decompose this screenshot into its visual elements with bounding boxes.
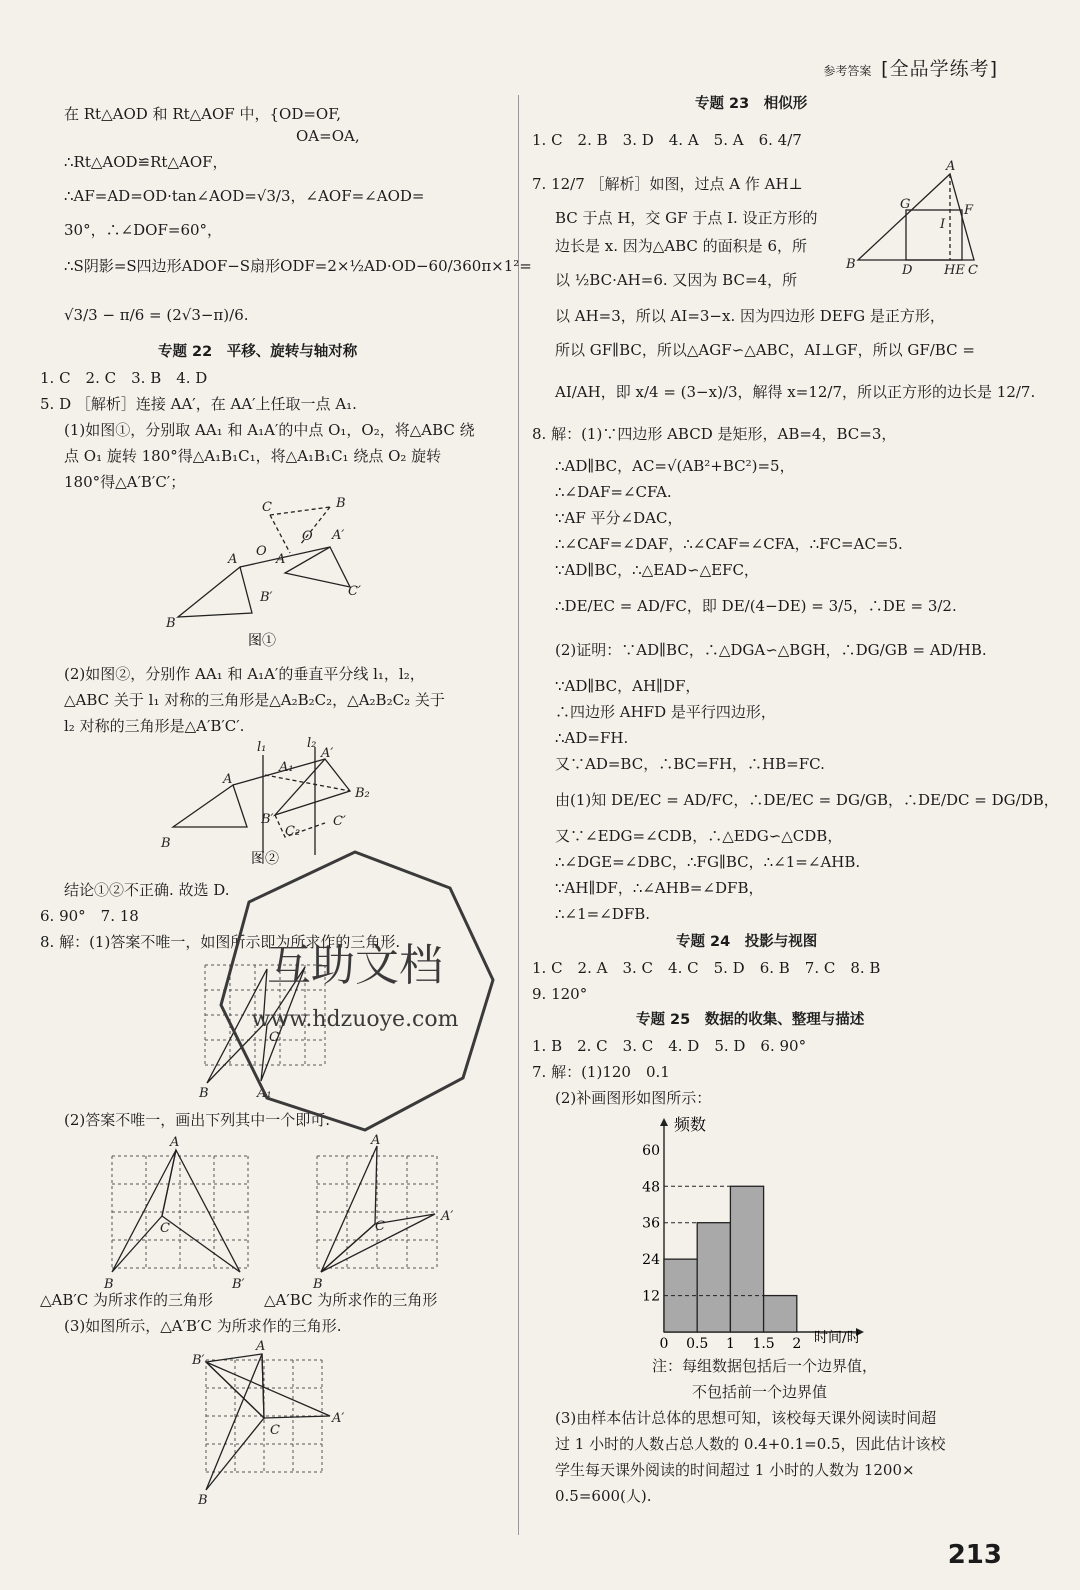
left-line: 30°，∴∠DOF=60°，: [64, 221, 223, 239]
answer-line: ∴AD=FH.: [555, 729, 629, 747]
page-header: [823, 54, 998, 81]
answer-line: 又∵AD=BC，∴BC=FH，∴HB=FC.: [555, 755, 825, 773]
answer-line: 过 1 小时的人数占总人数的 0.4+0.1=0.5，因此估计该校: [555, 1435, 946, 1453]
answer-line: (2)答案不唯一，画出下列其中一个即可.: [64, 1111, 331, 1129]
answer-line: 7. 解：(1)120 0.1: [532, 1063, 670, 1081]
left-line: ∴Rt△AOD≌Rt△AOF，: [64, 153, 228, 171]
svg-text:O: O: [302, 529, 313, 544]
svg-text:B: B: [336, 496, 346, 511]
chart-note: 不包括前一个边界值: [692, 1383, 828, 1401]
answer-line: 以 ½BC·AH=6. 又因为 BC=4，所: [555, 271, 798, 289]
left-line: 在 Rt△AOD 和 Rt△AOF 中，{OD=OF,: [64, 105, 342, 123]
figure-grid-3: [305, 1132, 475, 1292]
svg-text:C: C: [270, 1423, 280, 1438]
svg-text:A: A: [228, 552, 238, 567]
answer-line: (2)如图②，分别作 AA₁ 和 A₁A′的垂直平分线 l₁，l₂，: [64, 665, 425, 683]
svg-text:C: C: [375, 1219, 385, 1234]
answer-line: ∵AH∥DF，∴∠AHB=∠DFB，: [555, 879, 764, 897]
svg-text:A: A: [946, 159, 956, 174]
x-tick-label: 0: [659, 1336, 669, 1350]
svg-text:B′: B′: [192, 1353, 205, 1368]
svg-text:F: F: [964, 203, 974, 218]
answer-line: 180°得△A′B′C′；: [64, 473, 186, 491]
figure-grid-4: [190, 1340, 360, 1510]
answer-line: 由(1)知 DE/EC = AD/FC，∴DE/EC = DG/GB，∴DE/DC = DG/DB，: [555, 791, 1059, 809]
column-divider: [518, 95, 519, 1535]
y-tick-label: 48: [642, 1179, 660, 1196]
svg-text:B: B: [199, 1086, 209, 1101]
left-line: ∴AF=AD=OD·tan∠AOD=√3/3，∠AOF=∠AOD=: [64, 187, 425, 205]
answer-line: 6. 90° 7. 18: [40, 907, 139, 925]
histogram-bar: [730, 1186, 763, 1332]
answer-line: 9. 120°: [532, 985, 588, 1003]
stamp-text: 互助文档: [267, 940, 443, 991]
section-title-23: 专题 23 相似形: [695, 96, 808, 112]
svg-text:D: D: [902, 263, 913, 278]
histogram-bar: [697, 1223, 730, 1332]
caption-left: △AB′C 为所求作的三角形: [40, 1291, 214, 1309]
answer-line: l₂ 对称的三角形是△A′B′C′.: [64, 717, 245, 735]
caption-right: △A′BC 为所求作的三角形: [264, 1291, 438, 1309]
answer-line: 8. 解：(1)∵四边形 ABCD 是矩形，AB=4，BC=3，: [532, 425, 897, 443]
svg-text:B: B: [104, 1277, 114, 1292]
svg-text:C: C: [968, 263, 978, 278]
answer-line: 1. C 2. C 3. B 4. D: [40, 369, 208, 387]
answer-line: 1. B 2. C 3. C 4. D 5. D 6. 90°: [532, 1037, 807, 1055]
answer-line: ∴∠CAF=∠DAF，∴∠CAF=∠CFA，∴FC=AC=5.: [555, 535, 903, 553]
svg-text:B′: B′: [261, 812, 274, 827]
svg-text:C: C: [160, 1221, 170, 1236]
answer-line: (3)如图所示，△A′B′C 为所求作的三角形.: [64, 1317, 342, 1335]
answer-line: (3)由样本估计总体的思想可知，该校每天课外阅读时间超: [555, 1409, 937, 1427]
y-tick-label: 60: [642, 1142, 660, 1159]
y-tick-label: 24: [642, 1252, 660, 1269]
section-title-22: 专题 22 平移、旋转与轴对称: [158, 344, 358, 360]
svg-text:B: B: [846, 257, 856, 272]
answer-line: 5. D ［解析］连接 AA′，在 AA′上任取一点 A₁.: [40, 395, 357, 413]
svg-text:I: I: [940, 217, 946, 232]
svg-text:A′: A′: [321, 746, 334, 761]
histogram-bar: [764, 1296, 797, 1332]
answer-line: ∴∠1=∠DFB.: [555, 905, 651, 923]
chart-note: 注：每组数据包括后一个边界值，: [652, 1357, 878, 1375]
answer-line: 结论①②不正确. 故选 D.: [64, 881, 230, 899]
answer-line: 以 AH=3，所以 AI=3−x. 因为四边形 DEFG 是正方形，: [555, 307, 945, 325]
svg-text:B′: B′: [260, 590, 273, 605]
svg-text:B₂: B₂: [355, 786, 370, 801]
answer-line: ∴四边形 AHFD 是平行四边形，: [555, 703, 776, 721]
figure-grid-2: [100, 1132, 260, 1292]
answer-line: 点 O₁ 旋转 180°得△A₁B₁C₁，将△A₁B₁C₁ 绕点 O₂ 旋转: [64, 447, 442, 465]
svg-text:B: B: [198, 1493, 208, 1508]
page-number: 213: [947, 1540, 1002, 1570]
answer-line: 所以 GF∥BC，所以△AGF∽△ABC，AI⊥GF，所以 GF/BC =: [555, 341, 975, 359]
stamp-url: www.hdzuoye.com: [251, 1007, 459, 1032]
svg-text:A′: A′: [332, 1411, 345, 1426]
x-tick-label: 1: [725, 1336, 735, 1350]
answer-line: ∵AF 平分∠DAC，: [555, 509, 683, 527]
answer-line: (2)补画图形如图所示：: [555, 1089, 712, 1107]
svg-text:l₂: l₂: [307, 736, 317, 751]
svg-text:A: A: [170, 1135, 180, 1150]
svg-text:A: A: [371, 1133, 381, 1148]
section-title-24: 专题 24 投影与视图: [676, 934, 818, 950]
histogram-chart: [640, 1110, 890, 1350]
svg-text:A₁: A₁: [257, 1086, 272, 1101]
fig2-caption: 图②: [251, 851, 279, 867]
watermark-stamp: [205, 840, 505, 1140]
svg-text:A: A: [223, 772, 233, 787]
answer-line: 8. 解：(1)答案不唯一，如图所示即为所求作的三角形.: [40, 933, 401, 951]
answer-line: ∴DE/EC = AD/FC，即 DE/(4−DE) = 3/5，∴DE = 3/2.: [555, 597, 957, 615]
answer-line: ∵AD∥BC，AH∥DF，: [555, 677, 701, 695]
answer-line: △ABC 关于 l₁ 对称的三角形是△A₂B₂C₂，△A₂B₂C₂ 关于: [64, 691, 445, 709]
answer-line: 7. 12/7 ［解析］如图，过点 A 作 AH⊥: [532, 175, 803, 193]
answer-line: ∴∠DAF=∠CFA.: [555, 483, 672, 501]
answer-line: ∴∠DGE=∠DBC，∴FG∥BC，∴∠1=∠AHB.: [555, 853, 861, 871]
fig1-caption: 图①: [248, 633, 276, 649]
answer-line: AI/AH，即 x/4 = (3−x)/3，解得 x=12/7，所以正方形的边长是 12/7.: [555, 383, 1036, 401]
left-line: OA=OA,: [296, 127, 360, 145]
answer-line: 1. C 2. A 3. C 4. C 5. D 6. B 7. C 8. B: [532, 959, 881, 977]
x-tick-label: 0.5: [686, 1336, 709, 1350]
x-tick-label: 1.5: [752, 1336, 775, 1350]
svg-text:B: B: [166, 616, 176, 631]
brand-title: [全品学练考]: [881, 58, 998, 80]
answer-line: 0.5=600(人).: [555, 1487, 652, 1505]
svg-text:C: C: [269, 1030, 279, 1045]
svg-text:B: B: [313, 1277, 323, 1292]
svg-text:A₁: A₁: [279, 760, 294, 775]
svg-text:C′: C′: [348, 584, 361, 599]
svg-text:C₂: C₂: [285, 824, 301, 839]
y-tick-label: 12: [642, 1288, 660, 1305]
answer-line: ∵AD∥BC，∴△EAD∽△EFC，: [555, 561, 759, 579]
svg-text:l₁: l₁: [257, 740, 267, 755]
answer-line: 又∵∠EDG=∠CDB，∴△EDG∽△CDB，: [555, 827, 843, 845]
answer-line: (1)如图①，分别取 AA₁ 和 A₁A′的中点 O₁，O₂，将△ABC 绕: [64, 421, 475, 439]
answer-line: 学生每天课外阅读的时间超过 1 小时的人数为 1200×: [555, 1461, 915, 1479]
y-axis-label: 频数: [674, 1115, 707, 1134]
answer-line: 1. C 2. B 3. D 4. A 5. A 6. 4/7: [532, 131, 802, 149]
svg-text:O: O: [256, 544, 267, 559]
answer-line: (2)证明：∵AD∥BC，∴△DGA∽△BGH，∴DG/GB = AD/HB.: [555, 641, 987, 659]
svg-text:A′: A′: [441, 1209, 454, 1224]
svg-text:C: C: [262, 500, 272, 515]
svg-text:G: G: [900, 197, 911, 212]
y-tick-label: 36: [642, 1215, 660, 1232]
svg-text:HE: HE: [944, 263, 965, 278]
x-tick-label: 2: [792, 1336, 802, 1350]
svg-text:C′: C′: [333, 814, 346, 829]
answer-ref-label: 参考答案: [823, 64, 872, 78]
y-axis-arrow: [660, 1118, 668, 1126]
svg-text:B′: B′: [232, 1277, 245, 1292]
answer-line: 边长是 x. 因为△ABC 的面积是 6，所: [555, 237, 807, 255]
section-title-25: 专题 25 数据的收集、整理与描述: [636, 1012, 865, 1028]
answer-line: BC 于点 H，交 GF 于点 I. 设正方形的: [555, 209, 818, 227]
left-line: √3/3 − π/6 = (2√3−π)/6.: [64, 306, 249, 324]
svg-text:A: A: [256, 1340, 266, 1354]
figure-1: [160, 495, 380, 665]
svg-text:A′: A′: [332, 528, 345, 543]
x-axis-label: 时间/时: [814, 1330, 861, 1346]
figure-similar-triangle: [840, 158, 990, 280]
svg-text:B: B: [161, 836, 171, 851]
svg-text:A: A: [276, 552, 286, 567]
answer-line: ∴AD∥BC，AC=√(AB²+BC²)=5，: [555, 457, 795, 475]
left-line: ∴S阴影=S四边形ADOF−S扇形ODF=2×½AD·OD−60/360π×1²=: [64, 257, 532, 275]
